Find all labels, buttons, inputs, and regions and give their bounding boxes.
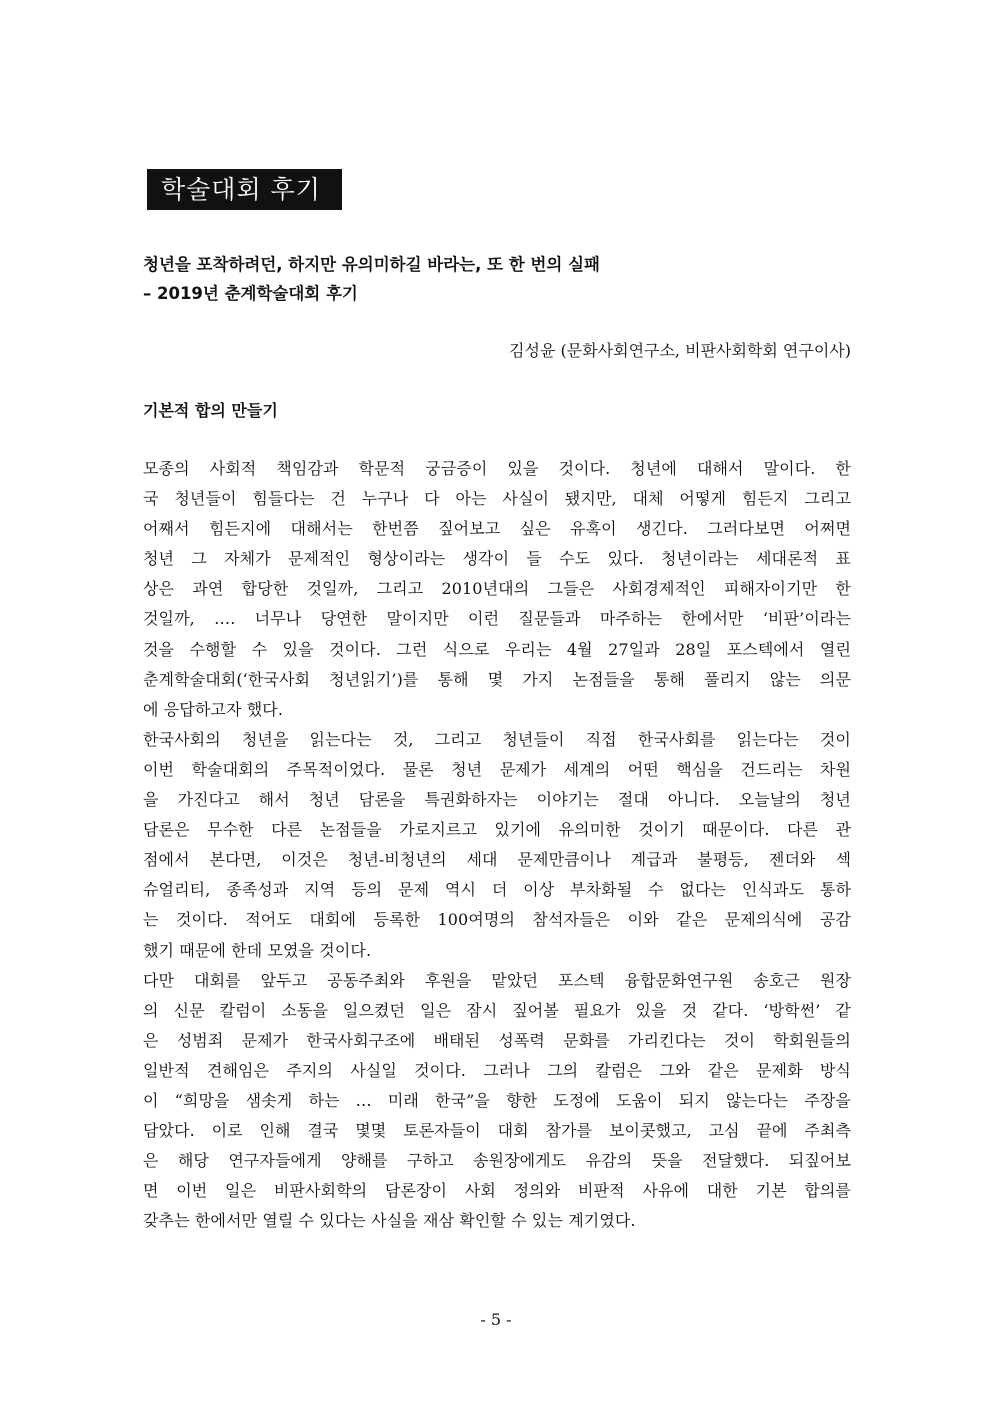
paragraph-line: 에 응답하고자 했다. bbox=[143, 699, 284, 719]
paragraph-line: 어째서 힘든지에 대해서는 한번쯤 짚어보고 싶은 유혹이 생긴다. 그러다보면 어쩌면 bbox=[143, 519, 851, 539]
article-title-line-1: 청년을 포착하려던, 하지만 유의미하길 바라는, 또 한 번의 실패 bbox=[143, 255, 600, 274]
paragraph bbox=[143, 454, 851, 725]
paragraph-line: 했기 때문에 한데 모였을 것이다. bbox=[143, 940, 372, 960]
paragraph-line: 것을 수행할 수 있을 것이다. 그런 식으로 우리는 4월 27일과 28일 포스텍에서 열린 bbox=[143, 639, 851, 659]
page-number: - 5 - bbox=[480, 1310, 512, 1329]
paragraph-line: 일반적 견해임은 주지의 사실일 것이다. 그러나 그의 칼럼은 그와 같은 문제화 방식 bbox=[143, 1060, 851, 1080]
paragraph-line: 을 가진다고 해서 청년 담론을 특권화하자는 이야기는 절대 아니다. 오늘날의 청년 bbox=[143, 790, 851, 810]
paragraph bbox=[143, 725, 851, 966]
paragraph-line: 춘계학술대회(‘한국사회 청년읽기’)를 통해 몇 가지 논점들을 통해 풀리지 않는 의문 bbox=[143, 669, 851, 689]
paragraph-line: 의 신문 칼럼이 소동을 일으켰던 일은 잠시 짚어볼 필요가 있을 것 같다. ‘방학썬’ 같 bbox=[143, 1000, 851, 1020]
paragraph-line: 은 성범죄 문제가 한국사회구조에 배태된 성폭력 문화를 가리킨다는 것이 학회원들의 bbox=[143, 1030, 851, 1050]
paragraph-line: 담론은 무수한 다른 논점들을 가로지르고 있기에 유의미한 것이기 때문이다. 다른 관 bbox=[143, 820, 851, 840]
paragraph-line: 한국사회의 청년을 읽는다는 것, 그리고 청년들이 직접 한국사회를 읽는다는 것이 bbox=[143, 729, 851, 749]
paragraph-line: 갖추는 한에서만 열릴 수 있다는 사실을 재삼 확인할 수 있는 계기였다. bbox=[143, 1211, 636, 1231]
paragraph-line: 이번 학술대회의 주목적이었다. 물론 청년 문제가 세계의 어떤 핵심을 건드리는 차원 bbox=[143, 759, 851, 779]
paragraph-line: 슈얼리티, 종족성과 지역 등의 문제 역시 더 이상 부차화될 수 없다는 인식과도 통하 bbox=[143, 880, 851, 900]
body-text bbox=[143, 454, 851, 1236]
section-label: 학술대회 후기 bbox=[147, 169, 342, 210]
paragraph-line: 상은 과연 합당한 것일까, 그리고 2010년대의 그들은 사회경제적인 피해자이기만 한 bbox=[143, 579, 851, 599]
paragraph-line: 은 해당 연구자들에게 양해를 구하고 송원장에게도 유감의 뜻을 전달했다. 되짚어보 bbox=[143, 1151, 851, 1171]
author-byline: 김성윤 (문화사회연구소, 비판사회학회 연구이사) bbox=[509, 341, 851, 360]
paragraph-line: 면 이번 일은 비판사회학의 담론장이 사회 정의와 비판적 사유에 대한 기본 합의를 bbox=[143, 1181, 851, 1201]
article-title bbox=[143, 250, 863, 308]
paragraph-line: 이 “희망을 샘솟게 하는 … 미래 한국”을 향한 도정에 도움이 되지 않는다는 주장을 bbox=[143, 1090, 851, 1110]
paragraph-line: 점에서 본다면, 이것은 청년-비청년의 세대 문제만큼이나 계급과 불평등, 젠더와 섹 bbox=[143, 850, 851, 870]
paragraph-line: 것일까, …. 너무나 당연한 말이지만 이런 질문들과 마주하는 한에서만 ‘비판’이라는 bbox=[143, 609, 851, 629]
paragraph-line: 국 청년들이 힘들다는 건 누구나 다 아는 사실이 됐지만, 대체 어떻게 힘든지 그리고 bbox=[143, 489, 851, 509]
article-title-line-2: – 2019년 춘계학술대회 후기 bbox=[143, 284, 358, 303]
paragraph-line: 모종의 사회적 책임감과 학문적 궁금증이 있을 것이다. 청년에 대해서 말이다. 한 bbox=[143, 459, 851, 478]
paragraph-line: 다만 대회를 앞두고 공동주최와 후원을 맡았던 포스텍 융합문화연구원 송호근 원장 bbox=[143, 970, 851, 990]
paragraph-line: 담았다. 이로 인해 결국 몇몇 토론자들이 대회 참가를 보이콧했고, 고심 끝에 주최측 bbox=[143, 1121, 851, 1141]
section-heading: 기본적 합의 만들기 bbox=[143, 401, 278, 420]
paragraph-line: 청년 그 자체가 문제적인 형상이라는 생각이 들 수도 있다. 청년이라는 세대론적 표 bbox=[143, 549, 851, 569]
paragraph bbox=[143, 966, 851, 1237]
paragraph-line: 는 것이다. 적어도 대회에 등록한 100여명의 참석자들은 이와 같은 문제의식에 공감 bbox=[143, 910, 851, 930]
